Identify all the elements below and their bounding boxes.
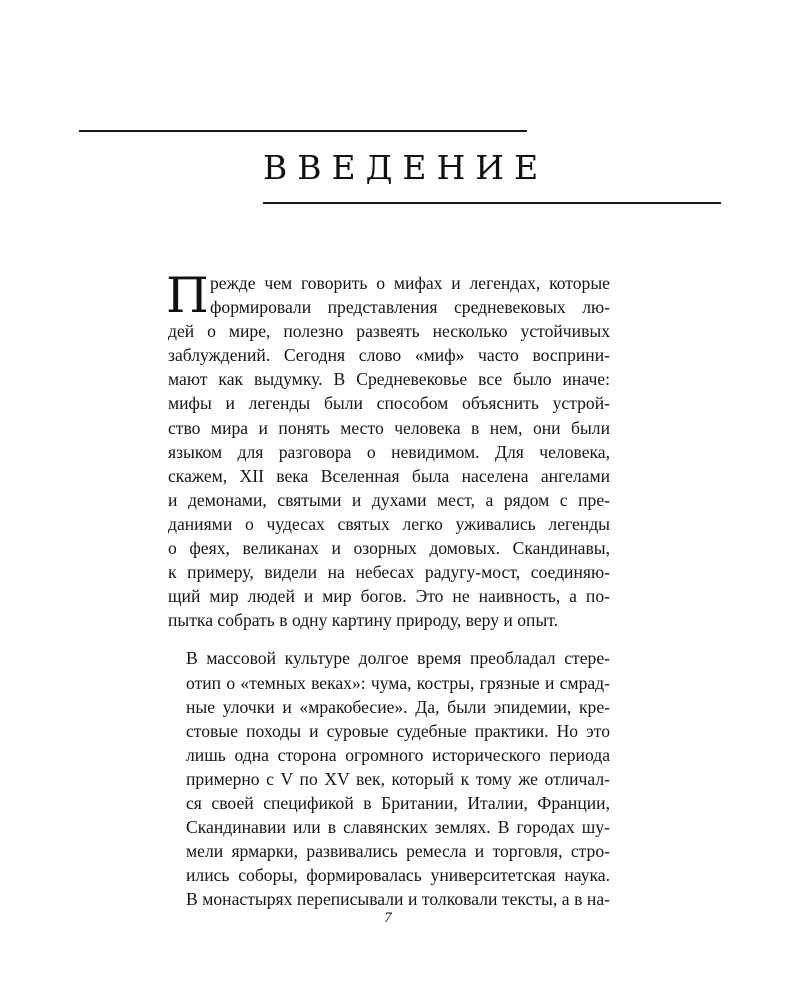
text-line: В монастырях переписывали и толковали тексты, а в на- — [186, 889, 610, 910]
text-line: отип о «темных веках»: чума, костры, грязные и смрад- — [186, 672, 610, 693]
text-line: дей о мире, полезно развеять несколько устойчивых — [168, 321, 610, 342]
text-line: скажем, XII века Вселенная была населена ангелами — [168, 465, 610, 486]
text-line: ные улочки и «мракобесие». Да, были эпидемии, кре- — [186, 696, 610, 717]
text-line: Скандинавии или в славянских землях. В городах шу- — [186, 817, 610, 838]
text-line: ся своей спецификой в Британии, Италии, Франции, — [186, 792, 610, 813]
text-line: щий мир людей и мир богов. Это не наивность, а по- — [168, 586, 610, 607]
text-line: В массовой культуре долгое время преобладал стере- — [186, 648, 610, 669]
text-line: мели ярмарки, развивались ремесла и торговля, стро- — [186, 841, 610, 862]
text-line: пытка собрать в одну картину природу, веру и опыт. — [168, 610, 559, 631]
drop-cap: П — [166, 267, 209, 324]
text-line: мают как выдумку. В Средневековье все было иначе: — [168, 369, 610, 390]
body-text — [166, 267, 610, 911]
text-line: примерно с V по XV век, который к тому же отличал- — [186, 768, 610, 789]
chapter-rule-bottom — [263, 202, 721, 204]
text-line: формировали представления средневековых лю- — [210, 297, 610, 318]
text-line: стовые походы и суровые судебные практики. Но это — [186, 720, 610, 741]
text-line: ство мира и понять место человека в нем, они были — [168, 417, 610, 438]
chapter-rule-top — [79, 130, 527, 132]
text-line: о феях, великанах и озорных домовых. Скандинавы, — [168, 538, 610, 559]
text-line: мифы и легенды были способом объяснить устрой- — [168, 393, 610, 414]
text-line: лишь одна сторона огромного исторического периода — [186, 744, 610, 765]
text-line: режде чем говорить о мифах и легендах, которые — [210, 273, 610, 293]
text-line: и демонами, святыми и духами мест, а рядом с пре- — [168, 489, 610, 510]
paragraph-2 — [168, 646, 610, 911]
drop-cap-block — [166, 267, 610, 324]
text-line: языком для разговора о невидимом. Для человека, — [168, 441, 610, 462]
paragraph-1 — [166, 267, 610, 632]
chapter-title: ВВЕДЕНИЕ — [263, 148, 549, 187]
text-line: заблуждений. Сегодня слово «миф» часто восприни- — [168, 345, 610, 366]
page-number: 7 — [384, 910, 392, 926]
text-line: ились соборы, формировалась университетская наука. — [186, 865, 610, 886]
text-line: к примеру, видели на небесах радугу-мост, соединяю- — [168, 562, 610, 583]
text-line: даниями о чудесах святых легко уживались легенды — [168, 513, 610, 534]
